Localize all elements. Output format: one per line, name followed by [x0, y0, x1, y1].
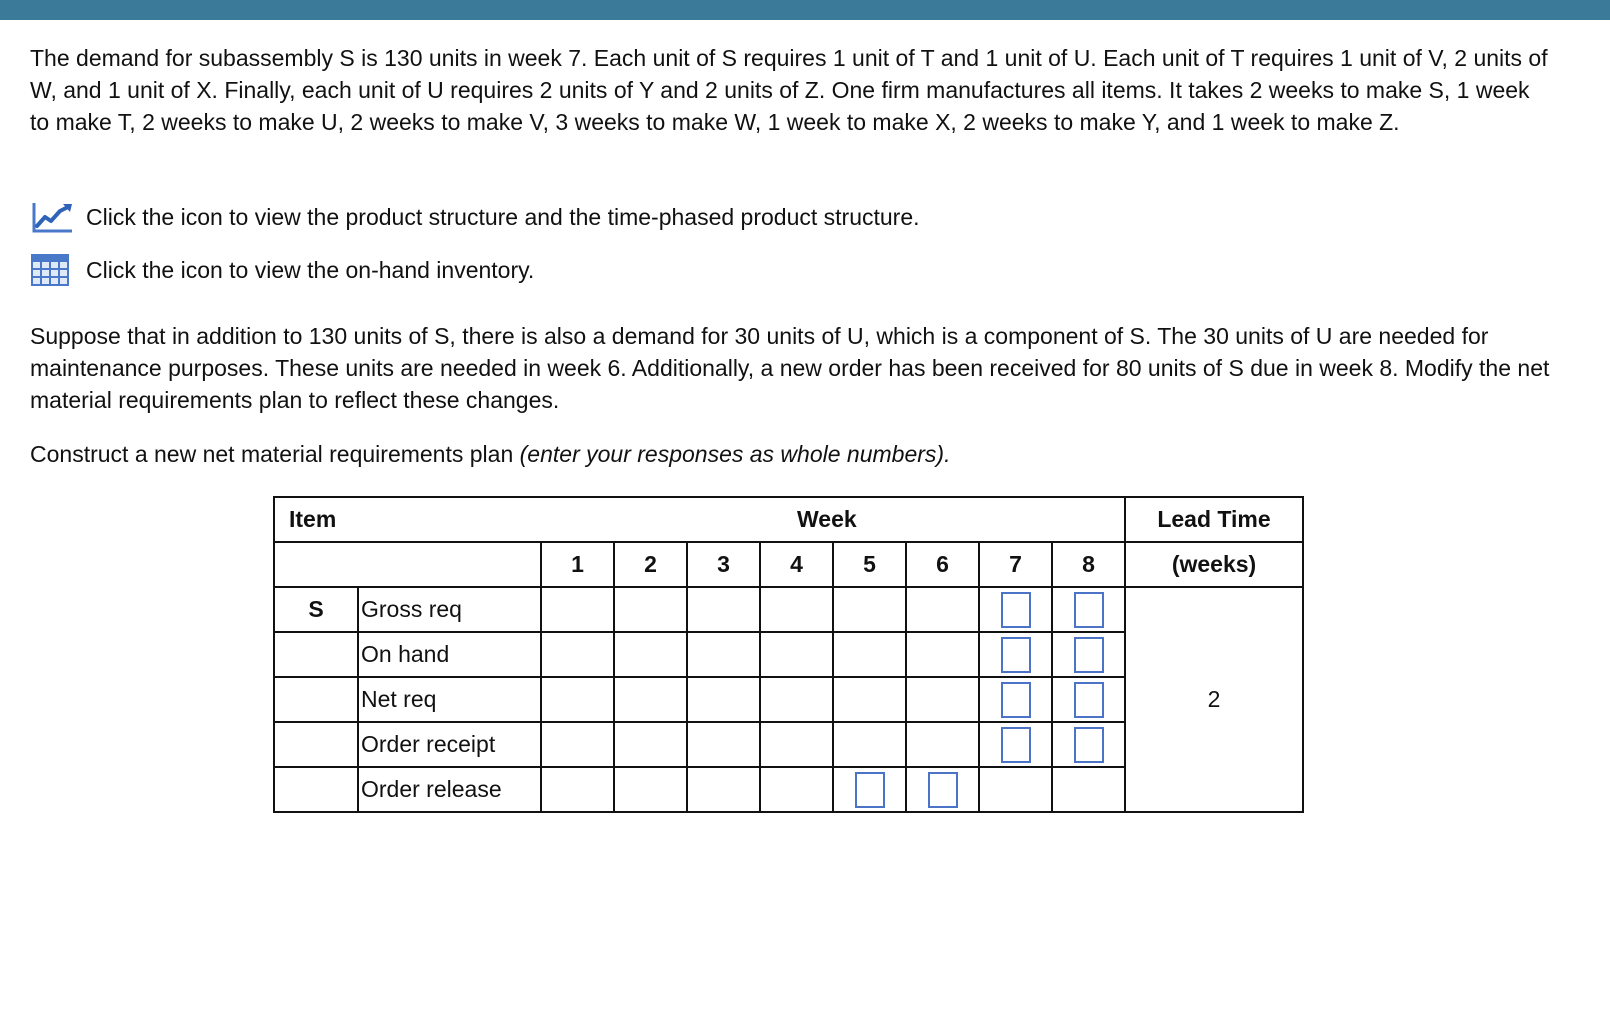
order-release-week-6-input[interactable] [928, 772, 958, 808]
net-req-week-7-input[interactable] [1001, 682, 1031, 718]
top-bar [0, 0, 1610, 20]
week-3: 3 [687, 542, 760, 587]
row-gross-req [274, 587, 1303, 632]
week-4: 4 [760, 542, 833, 587]
row-label-gross-req: Gross req [358, 587, 541, 632]
table-icon[interactable] [30, 252, 74, 288]
instruction-text [30, 438, 950, 470]
week-7: 7 [979, 542, 1052, 587]
instruction-plain: Construct a new net material requirements plan [30, 441, 520, 467]
instruction-italic: (enter your responses as whole numbers). [519, 441, 951, 467]
gross-req-week-7-input[interactable] [1001, 592, 1031, 628]
on-hand-week-7-input[interactable] [1001, 637, 1031, 673]
mrp-table [273, 496, 1304, 813]
row-label-on-hand: On hand [358, 632, 541, 677]
product-structure-text: Click the icon to view the product structure and the time-phased product structure. [86, 203, 920, 230]
row-label-order-receipt: Order receipt [358, 722, 541, 767]
header-row-1 [274, 497, 1303, 542]
header-lead-time: Lead Time [1125, 497, 1303, 542]
order-release-week-5-input[interactable] [855, 772, 885, 808]
order-receipt-week-7-input[interactable] [1001, 727, 1031, 763]
on-hand-inventory-text: Click the icon to view the on-hand inventory. [86, 256, 535, 283]
order-receipt-week-8-input[interactable] [1074, 727, 1104, 763]
gross-req-week-8-input[interactable] [1074, 592, 1104, 628]
on-hand-week-8-input[interactable] [1074, 637, 1104, 673]
header-lead-time-unit: (weeks) [1125, 542, 1303, 587]
header-week: Week [833, 497, 906, 542]
lead-time-value: 2 [1125, 587, 1303, 812]
header-row-2 [274, 542, 1303, 587]
header-item: Item [274, 497, 541, 542]
modification-statement: Suppose that in addition to 130 units of S, there is also a demand for 30 units of U, which is a component of S. The 30 units of U are needed for maintenance purposes. These units are needed in week 6. Additionally, a new order has been received for 80 units of S due in week 8. Modify the net material requirements plan to reflect these changes. [30, 323, 1550, 413]
row-label-order-release: Order release [358, 767, 541, 812]
week-5: 5 [833, 542, 906, 587]
week-8: 8 [1052, 542, 1125, 587]
item-s-label: S [274, 587, 358, 632]
problem-statement: The demand for subassembly S is 130 units in week 7. Each unit of S requires 1 unit of T and 1 unit of U. Each unit of T requires 1 unit of V, 2 units of W, and 1 unit of X. Finally, each unit of U requires 2 units of Y and 2 units of Z. One firm manufactures all items. It takes 2 weeks to make S, 1 week to make T, 2 weeks to make U, 2 weeks to make V, 3 weeks to make W, 1 week to make X, 2 weeks to make Y, and 1 week to make Z. [30, 45, 1548, 135]
net-req-week-8-input[interactable] [1074, 682, 1104, 718]
week-6: 6 [906, 542, 979, 587]
on-hand-inventory-link[interactable] [30, 252, 534, 288]
row-label-net-req: Net req [358, 677, 541, 722]
week-1: 1 [541, 542, 614, 587]
product-structure-link[interactable] [30, 199, 920, 235]
week-2: 2 [614, 542, 687, 587]
chart-icon[interactable] [30, 199, 74, 235]
